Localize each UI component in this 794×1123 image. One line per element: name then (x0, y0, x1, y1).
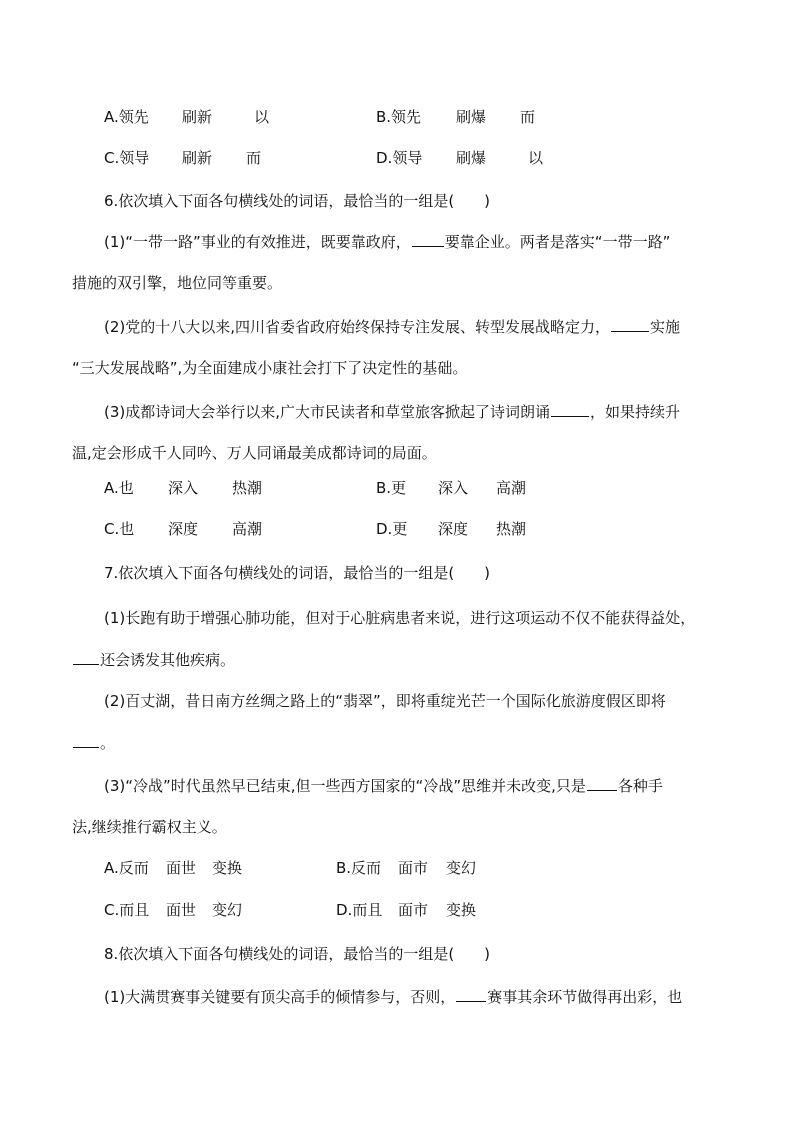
option-letter-word: B.领先 (376, 108, 422, 126)
q7-sentence-3: (3)“冷战”时代虽然早已结束,但一些西方国家的“冷战”思维并未改变,只是 各种手 (104, 777, 663, 795)
answer-blank (587, 776, 617, 791)
q5-option-b (376, 107, 535, 127)
q7-stem: 7.依次填入下面各句横线处的词语，最恰当的一组是( ) (104, 564, 491, 582)
q7-option-b: B.反而 面市 变幻 (336, 859, 477, 877)
option-word: 以 (254, 108, 270, 126)
q5-option-d (376, 148, 543, 168)
q7-sentence-1: (1)长跑有助于增强心肺功能，但对于心脏病患者来说，进行这项运动不仅不能获得益处， (104, 609, 696, 627)
q7-option-d: D.而且 面市 变换 (336, 901, 477, 919)
answer-blank (456, 987, 486, 1002)
option-letter-word: D.领导 (376, 149, 423, 167)
q5-option-c (104, 148, 261, 168)
option-word: 刷新 (182, 108, 213, 126)
q6-stem: 6.依次填入下面各句横线处的词语，最恰当的一组是( ) (104, 192, 491, 210)
q7-sentence-2-cont: 。 (72, 733, 115, 753)
option-word: 而 (246, 149, 262, 167)
answer-blank (412, 232, 444, 247)
option-word: 刷新 (182, 149, 213, 167)
q6-sentence-1: (1)“一带一路”事业的有效推进，既要靠政府， 要靠企业。两者是落实“一带一路” (104, 233, 671, 251)
option-word: 而 (520, 108, 536, 126)
answer-blank (73, 733, 99, 748)
q7-sentence-3-cont: 法,继续推行霸权主义。 (72, 818, 227, 836)
q6-sentence-3: (3)成都诗词大会举行以来,广大市民读者和草堂旅客掀起了诗词朗诵 ，如果持续升 (104, 403, 681, 421)
option-word: 刷爆 (456, 108, 487, 126)
answer-blank (73, 650, 99, 665)
q6-option-c: C.也 深度 高潮 (104, 520, 263, 538)
q6-sentence-2: (2)党的十八大以来,四川省委省政府始终保持专注发展、转型发展战略定力， 实施 (104, 318, 681, 336)
q6-option-a: A.也 深入 热潮 (104, 479, 263, 497)
q8-stem: 8.依次填入下面各句横线处的词语，最恰当的一组是( ) (104, 945, 491, 963)
q8-sentence-1: (1)大满贯赛事关键要有顶尖高手的倾情参与，否则， 赛事其余环节做得再出彩，也 (104, 988, 683, 1006)
answer-blank (611, 317, 649, 332)
option-letter-word: A.领先 (104, 108, 149, 126)
answer-blank (551, 402, 589, 417)
option-word: 以 (528, 149, 544, 167)
q7-option-a: A.反而 面世 变换 (104, 859, 243, 877)
q5-option-a (104, 107, 269, 127)
q7-option-c: C.而且 面世 变幻 (104, 901, 243, 919)
q6-sentence-2-cont: “三大发展战略”,为全面建成小康社会打下了决定性的基础。 (72, 359, 468, 377)
q6-sentence-3-cont: 温,定会形成千人同吟、万人同诵最美成都诗词的局面。 (72, 444, 437, 462)
option-letter-word: C.领导 (104, 149, 150, 167)
q6-sentence-1-cont: 措施的双引擎，地位同等重要。 (72, 274, 283, 292)
q6-option-d: D.更 深度 热潮 (376, 520, 527, 538)
option-word: 刷爆 (456, 149, 487, 167)
q7-sentence-2: (2)百丈湖，昔日南方丝绸之路上的“翡翠”，即将重绽光芒一个国际化旅游度假区即将 (104, 692, 666, 710)
q7-sentence-1-cont: 还会诱发其他疾病。 (72, 650, 235, 670)
q6-option-b: B.更 深入 高潮 (376, 479, 527, 497)
